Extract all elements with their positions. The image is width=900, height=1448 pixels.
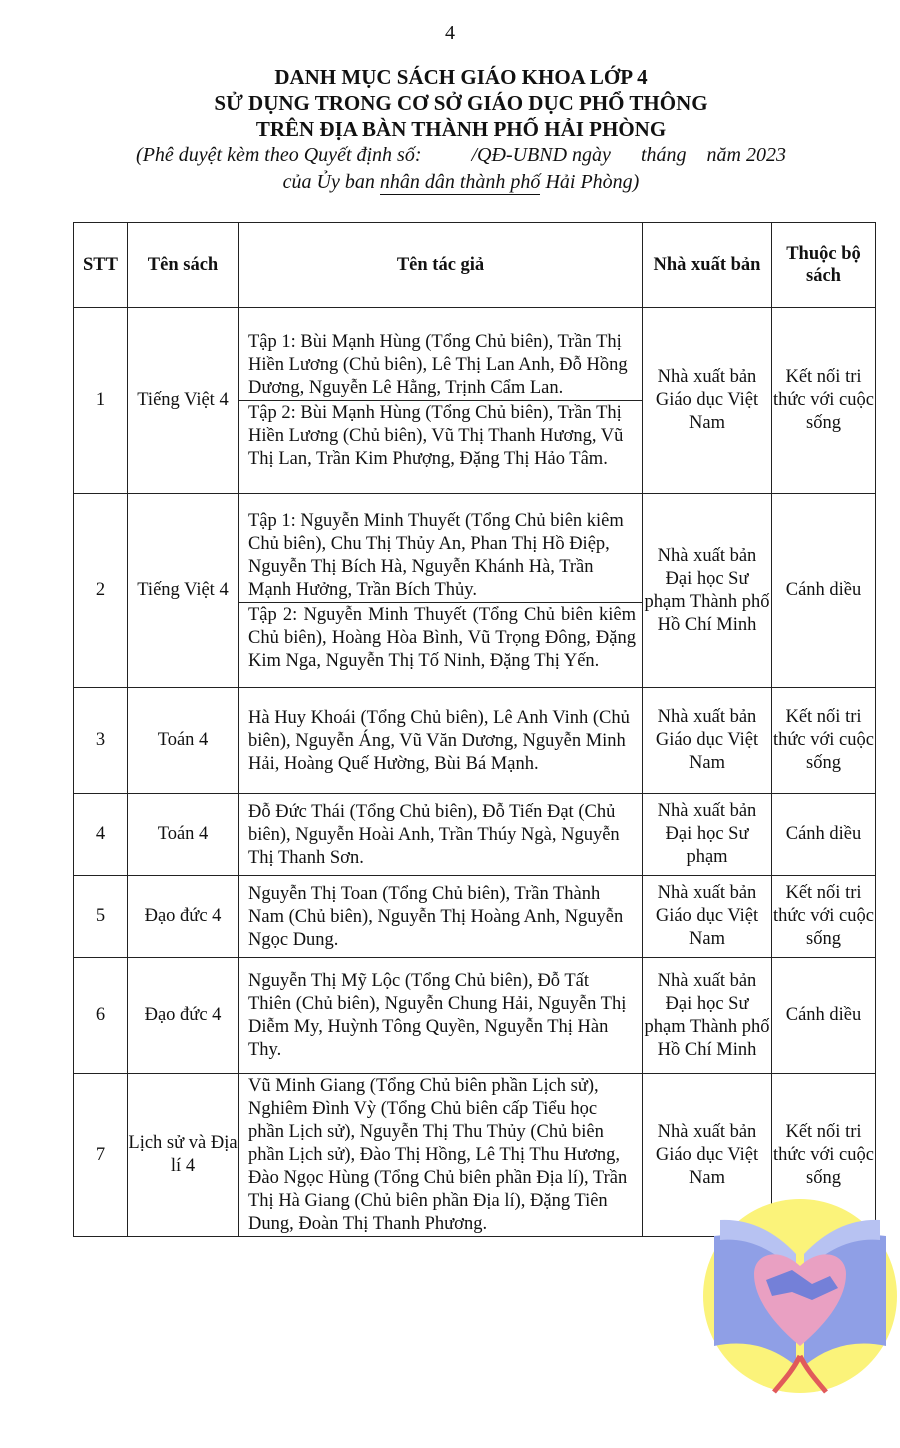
approval-text-c: tháng: [640, 144, 687, 166]
header-stt: STT: [74, 223, 128, 308]
header-book-name: Tên sách: [128, 223, 239, 308]
table-row: [74, 794, 876, 876]
table-row: [74, 958, 876, 1074]
cell-book: Toán 4: [128, 794, 239, 876]
book-handshake-logo-icon: [700, 1196, 900, 1396]
title-line-2: SỬ DỤNG TRONG CƠ SỞ GIÁO DỤC PHỔ THÔNG: [214, 91, 708, 115]
author-part: Tập 2: Nguyễn Minh Thuyết (Tổng Chủ biên kiêm Chủ biên), Hoàng Hòa Bình, Vũ Trọng Đông, Đặng Kim Nga, Nguyễn Thị Tố Ninh, Đặng Thị Yến.: [239, 602, 642, 673]
issuer-underlined: nhân dân thành phố: [379, 171, 541, 193]
approval-text-a: (Phê duyệt kèm theo Quyết định số:: [136, 144, 422, 166]
cell-book: Đạo đức 4: [128, 958, 239, 1074]
title-line-3: TRÊN ĐỊA BÀN THÀNH PHỐ HẢI PHÒNG: [255, 117, 667, 141]
cell-authors: [239, 1074, 643, 1237]
textbook-table: [73, 222, 876, 1237]
cell-authors: [239, 494, 643, 688]
title-line-1: DANH MỤC SÁCH GIÁO KHOA LỚP 4: [274, 65, 648, 89]
cell-stt: 2: [74, 494, 128, 688]
cell-series: Kết nối tri thức với cuộc sống: [772, 1074, 876, 1237]
cell-stt: 3: [74, 688, 128, 794]
table-row: [74, 876, 876, 958]
approval-line: [0, 142, 900, 169]
cell-authors: [239, 876, 643, 958]
header-publisher: Nhà xuất bản: [643, 223, 772, 308]
table-row: [74, 688, 876, 794]
cell-series: Kết nối tri thức với cuộc sống: [772, 688, 876, 794]
cell-book: Toán 4: [128, 688, 239, 794]
table-header-row: [74, 223, 876, 308]
table-row: [74, 494, 876, 688]
cell-series: Kết nối tri thức với cuộc sống: [772, 308, 876, 494]
author-part: Tập 1: Nguyễn Minh Thuyết (Tổng Chủ biên kiêm Chủ biên), Chu Thị Thủy An, Phan Thị Hồ Điệp, Nguyễn Thị Bích Hà, Nguyễn Khánh Hà, Trần Mạnh Hưởng, Trần Bích Thủy.: [248, 510, 624, 600]
cell-publisher: Nhà xuất bản Giáo dục Việt Nam: [643, 308, 772, 494]
cell-series: Cánh diều: [772, 794, 876, 876]
cell-book: Tiếng Việt 4: [128, 494, 239, 688]
page-number: 4: [445, 22, 455, 44]
cell-book: Đạo đức 4: [128, 876, 239, 958]
cell-stt: 5: [74, 876, 128, 958]
cell-publisher: Nhà xuất bản Đại học Sư phạm Thành phố Hồ Chí Minh: [643, 958, 772, 1074]
cell-series: Cánh diều: [772, 958, 876, 1074]
author-part: Hà Huy Khoái (Tổng Chủ biên), Lê Anh Vinh (Chủ biên), Nguyễn Áng, Vũ Văn Dương, Nguyễn Minh Hải, Hoàng Quế Hường, Bùi Bá Mạnh.: [248, 707, 630, 774]
cell-series: Kết nối tri thức với cuộc sống: [772, 876, 876, 958]
approval-text-b: /QĐ-UBND ngày: [471, 144, 611, 166]
cell-stt: 7: [74, 1074, 128, 1237]
author-part: Đỗ Đức Thái (Tổng Chủ biên), Đỗ Tiến Đạt (Chủ biên), Nguyễn Hoài Anh, Trần Thúy Ngà, Nguyễn Thị Thanh Sơn.: [248, 801, 620, 868]
cell-publisher: Nhà xuất bản Giáo dục Việt Nam: [643, 876, 772, 958]
author-part: Nguyễn Thị Toan (Tổng Chủ biên), Trần Thành Nam (Chủ biên), Nguyễn Thị Hoàng Anh, Nguyễn Ngọc Dung.: [248, 883, 624, 950]
author-part: Nguyễn Thị Mỹ Lộc (Tổng Chủ biên), Đỗ Tất Thiên (Chủ biên), Nguyễn Chung Hải, Nguyễn Thị Diễm My, Huỳnh Tông Quyền, Nguyễn Thị Hàn Thy.: [248, 971, 627, 1060]
cell-publisher: Nhà xuất bản Đại học Sư phạm Thành phố Hồ Chí Minh: [643, 494, 772, 688]
approval-text-d: năm 2023: [706, 144, 786, 166]
issuer-text-c: Hải Phòng): [540, 171, 640, 193]
cell-stt: 6: [74, 958, 128, 1074]
table-row: [74, 308, 876, 494]
cell-publisher: Nhà xuất bản Giáo dục Việt Nam: [643, 1074, 772, 1237]
header-authors: Tên tác giả: [239, 223, 643, 308]
author-part: Tập 1: Bùi Mạnh Hùng (Tổng Chủ biên), Trần Thị Hiền Lương (Chủ biên), Lê Thị Lan Anh, Đỗ Hồng Dương, Nguyễn Lê Hằng, Trịnh Cẩm Lan.: [248, 332, 628, 398]
cell-book: Lịch sử và Địa lí 4: [128, 1074, 239, 1237]
issuer-line: [0, 169, 900, 196]
cell-series: Cánh diều: [772, 494, 876, 688]
cell-authors: [239, 308, 643, 494]
header-series: Thuộc bộ sách: [772, 223, 876, 308]
cell-authors: [239, 794, 643, 876]
cell-publisher: Nhà xuất bản Đại học Sư phạm: [643, 794, 772, 876]
cell-authors: [239, 688, 643, 794]
issuer-text-a: của Ủy ban: [282, 171, 380, 193]
cell-authors: [239, 958, 643, 1074]
document-title-block: [0, 64, 900, 196]
cell-book: Tiếng Việt 4: [128, 308, 239, 494]
cell-stt: 4: [74, 794, 128, 876]
cell-stt: 1: [74, 308, 128, 494]
cell-publisher: Nhà xuất bản Giáo dục Việt Nam: [643, 688, 772, 794]
author-part: Tập 2: Bùi Mạnh Hùng (Tổng Chủ biên), Trần Thị Hiền Lương (Chủ biên), Vũ Thị Thanh Hương, Vũ Thị Lan, Trần Kim Phượng, Đặng Thị Hảo Tâm.: [239, 400, 642, 471]
author-part: Vũ Minh Giang (Tổng Chủ biên phần Lịch sử), Nghiêm Đình Vỳ (Tổng Chủ biên cấp Tiểu học phần Lịch sử), Nguyễn Thị Thu Thủy (Chủ biên phần Lịch sử), Đào Thị Hồng, Lê Thị Thu Hương, Đào Ngọc Hùng (Tổng Chủ biên phần Địa lí), Trần Thị Hà Giang (Chủ biên phần Địa lí), Đặng Tiên Dung, Đoàn Thị Thanh Phương.: [248, 1076, 628, 1234]
